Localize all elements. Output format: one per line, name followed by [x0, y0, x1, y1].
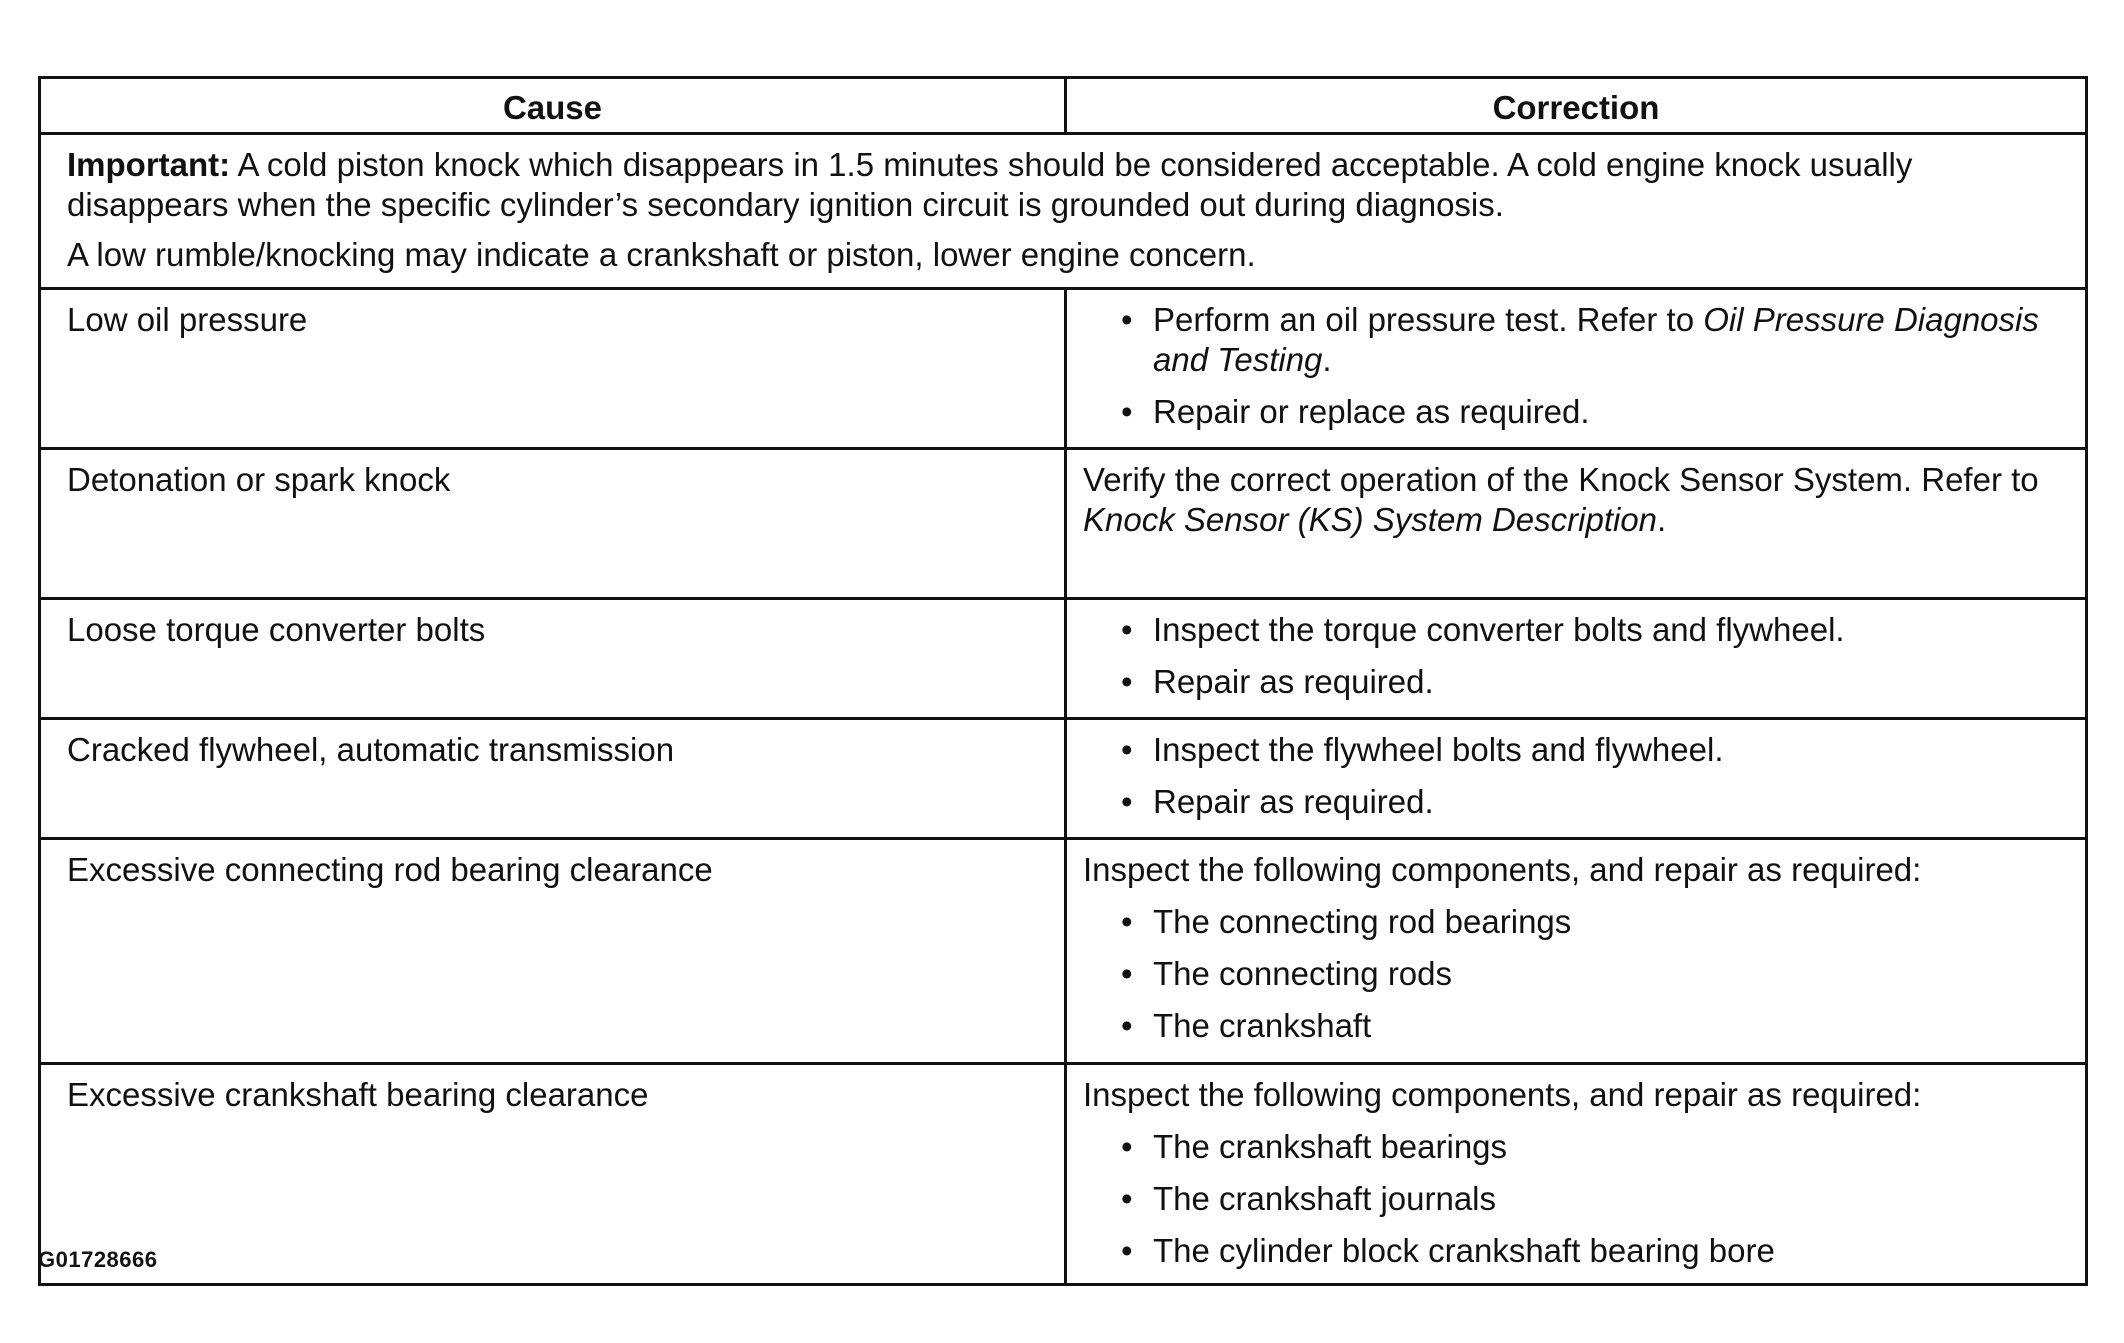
bullet-icon: • — [1121, 1180, 1133, 1217]
important-note-cell — [40, 134, 2087, 289]
diagnosis-table — [38, 76, 2088, 1286]
list-item-text: The crankshaft — [1153, 1007, 1372, 1044]
cause-cell: Loose torque converter bolts — [40, 599, 1066, 719]
table-row — [40, 289, 2087, 449]
header-row — [40, 78, 2087, 134]
list-item — [1083, 300, 2059, 380]
bullet-icon: • — [1121, 1007, 1133, 1044]
correction-list — [1083, 730, 2059, 822]
cause-cell: Low oil pressure — [40, 289, 1066, 449]
bullet-icon: • — [1121, 955, 1133, 992]
list-item-text: Repair or replace as required. — [1153, 393, 1590, 430]
correction-list — [1083, 1127, 2059, 1271]
cause-cell: Excessive crankshaft bearing clearance — [40, 1064, 1066, 1285]
list-item — [1083, 730, 2059, 770]
figure-id: G01728666 — [38, 1247, 158, 1272]
important-note-row — [40, 134, 2087, 289]
table-row — [40, 719, 2087, 839]
important-note-text: A cold piston knock which disappears in 1.5 minutes should be considered acceptable. A cold engine knock usually disappears when the specific cylinder’s secondary ignition circuit is grounded out during diagnosis. — [67, 146, 1913, 223]
bullet-icon: • — [1121, 1232, 1133, 1269]
list-item — [1083, 1006, 2059, 1046]
manual-reference: Oil Pressure Diagnosis and Testing — [1153, 301, 2039, 378]
correction-cell — [1066, 599, 2087, 719]
correction-cell — [1066, 289, 2087, 449]
list-item-text: The crankshaft bearings — [1153, 1128, 1508, 1165]
list-item — [1083, 954, 2059, 994]
correction-cell — [1066, 1064, 2087, 1285]
correction-list — [1083, 300, 2059, 432]
list-item — [1083, 1231, 2059, 1271]
cause-column-header: Cause — [40, 78, 1066, 134]
list-item-text: The connecting rod bearings — [1153, 903, 1572, 940]
table-row — [40, 599, 2087, 719]
cause-cell: Cracked flywheel, automatic transmission — [40, 719, 1066, 839]
correction-cell — [1066, 839, 2087, 1064]
bullet-icon: • — [1121, 611, 1133, 648]
bullet-icon: • — [1121, 393, 1133, 430]
important-note-secondary: A low rumble/knocking may indicate a crankshaft or piston, lower engine concern. — [67, 236, 1256, 273]
correction-cell — [1066, 449, 2087, 599]
list-item-text: The cylinder block crankshaft bearing bore — [1153, 1232, 1775, 1269]
list-item — [1083, 782, 2059, 822]
bullet-icon: • — [1121, 783, 1133, 820]
list-item-text: Inspect the flywheel bolts and flywheel. — [1153, 731, 1724, 768]
list-item — [1083, 1179, 2059, 1219]
important-label: Important: — [67, 146, 231, 183]
bullet-icon: • — [1121, 1128, 1133, 1165]
correction-text — [1083, 460, 2059, 540]
list-item — [1083, 662, 2059, 702]
list-item — [1083, 392, 2059, 432]
list-item-text: The connecting rods — [1153, 955, 1453, 992]
correction-text-tail: . — [1657, 501, 1667, 538]
correction-cell — [1066, 719, 2087, 839]
bullet-icon: • — [1121, 903, 1133, 940]
correction-text-body: Verify the correct operation of the Knock Sensor System. Refer to — [1083, 461, 2039, 498]
cause-cell: Detonation or spark knock — [40, 449, 1066, 599]
manual-reference: Knock Sensor (KS) System Description — [1083, 501, 1658, 538]
correction-column-header: Correction — [1066, 78, 2087, 134]
list-item — [1083, 610, 2059, 650]
correction-intro: Inspect the following components, and repair as required: — [1083, 1076, 1922, 1113]
list-item-text: Perform an oil pressure test. Refer to — [1153, 301, 1704, 338]
bullet-icon: • — [1121, 663, 1133, 700]
list-item — [1083, 1127, 2059, 1167]
list-item-text: Repair as required. — [1153, 783, 1434, 820]
list-item-text: The crankshaft journals — [1153, 1180, 1497, 1217]
correction-list — [1083, 902, 2059, 1046]
table-row — [40, 449, 2087, 599]
list-item-text: Repair as required. — [1153, 663, 1434, 700]
list-item — [1083, 902, 2059, 942]
correction-intro: Inspect the following components, and repair as required: — [1083, 851, 1922, 888]
bullet-icon: • — [1121, 301, 1133, 338]
important-note-paragraph — [67, 145, 2059, 225]
correction-list — [1083, 610, 2059, 702]
list-item-tail: . — [1322, 341, 1332, 378]
list-item-text: Inspect the torque converter bolts and flywheel. — [1153, 611, 1845, 648]
cause-cell: Excessive connecting rod bearing clearance — [40, 839, 1066, 1064]
table-row — [40, 839, 2087, 1064]
table-row — [40, 1064, 2087, 1285]
bullet-icon: • — [1121, 731, 1133, 768]
